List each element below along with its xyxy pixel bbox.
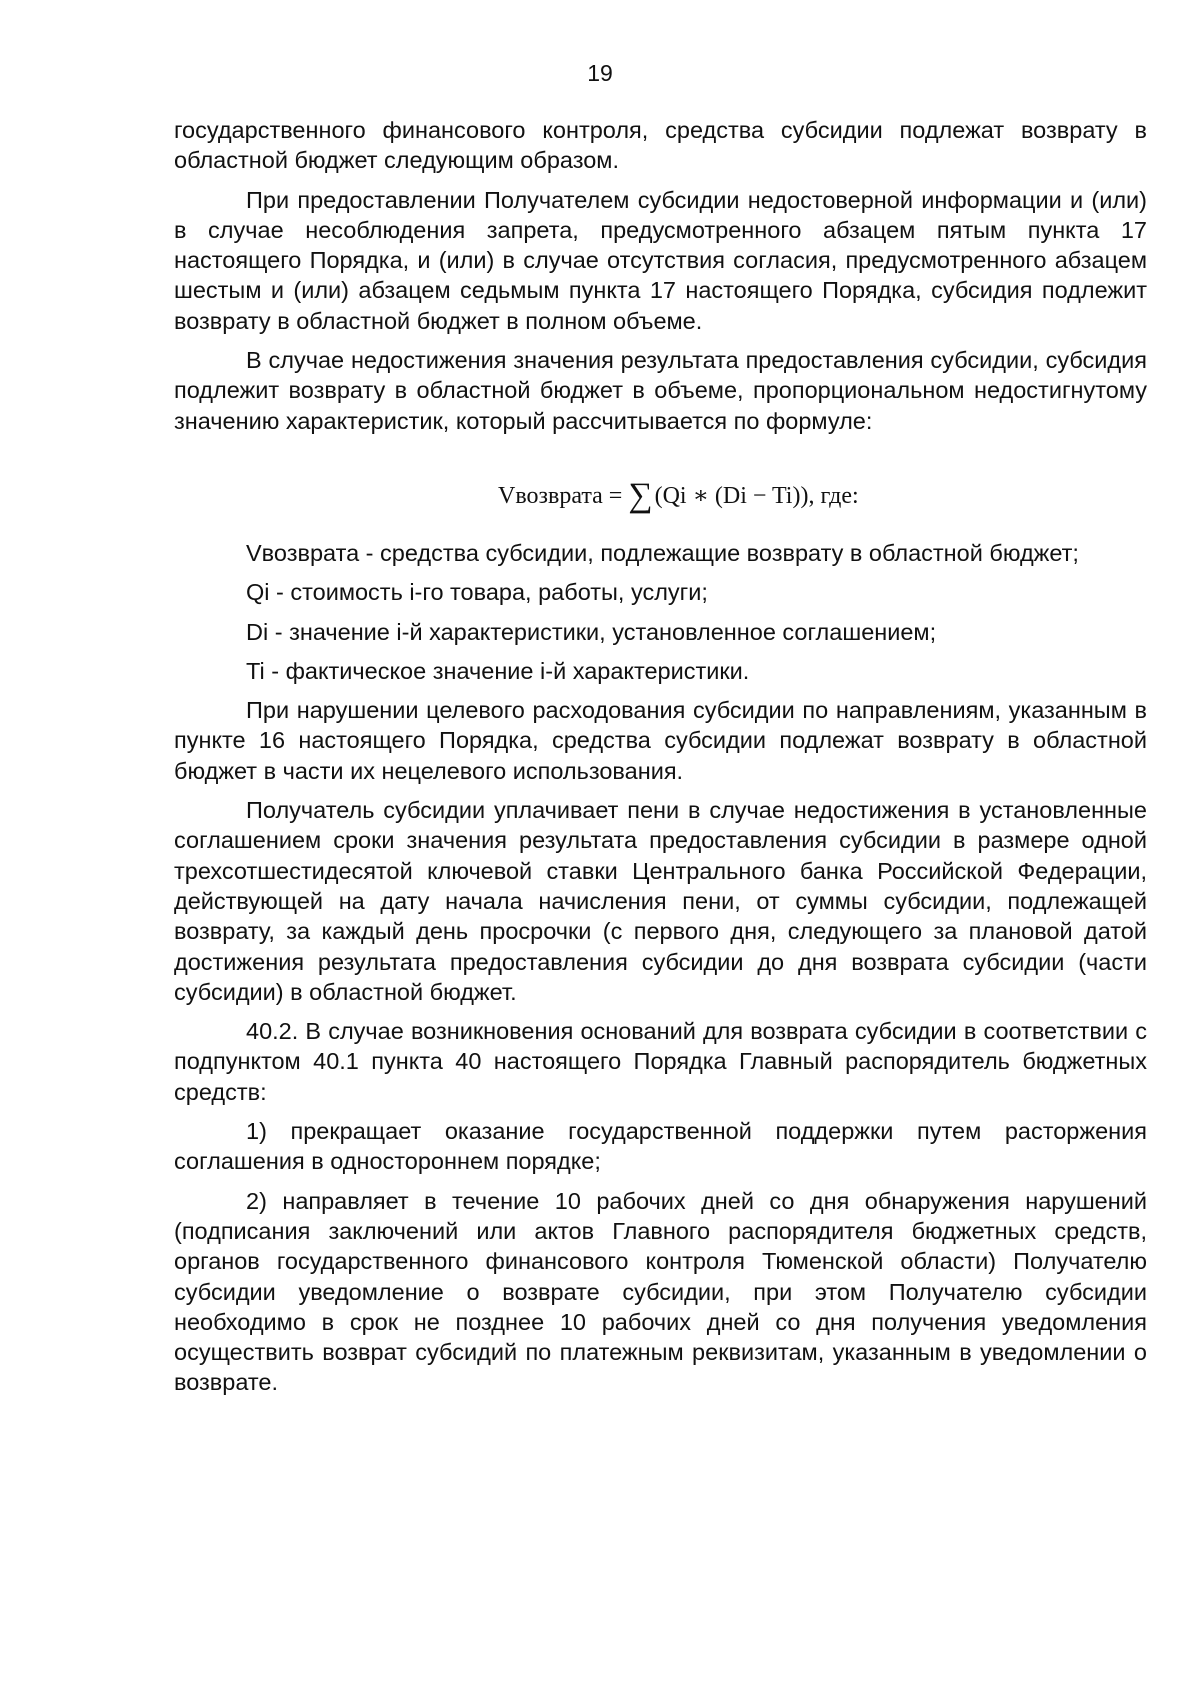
document-body [174,115,1147,1407]
definition-v: Vвозврата - средства субсидии, подлежащие возврату в областной бюджет; [246,539,1079,566]
formula-lhs: Vвозврата [498,482,603,509]
definition-d: Di - значение i-й характеристики, установленное соглашением; [246,618,937,645]
formula-equals: = [602,482,629,509]
page-number: 19 [587,60,613,86]
sum-sign: ∑ [628,476,653,514]
return-formula [174,476,1147,516]
paragraph-continuation: государственного финансового контроля, средства субсидии подлежат возврату в областной бюджет следующим образом. [174,117,1147,174]
paragraph-full-return: При предоставлении Получателем субсидии недостоверной информации и (или) в случае несоблюдения запрета, предусмотренного абзацем пятым пункта 17 настоящего Порядка, и (или) в случае отсутствия согласия, предусмотренного абзацем шестым и (или) абзацем седьмым пункта 17 настоящего Порядка, субсидия подлежит возврату в областной бюджет в полном объеме. [174,186,1147,334]
formula-suffix: где: [814,482,859,509]
definition-t: Ti - фактическое значение i-й характеристики. [246,657,750,684]
paragraph-misuse: При нарушении целевого расходования субсидии по направлениям, указанным в пункте 16 настоящего Порядка, средства субсидии подлежат возврату в областной бюджет в части их нецелевого использования. [174,697,1147,784]
paragraph-partial-return: В случае недостижения значения результата предоставления субсидии, субсидия подлежит возврату в областной бюджет в объеме, пропорциональном недостигнутому значению характеристик, который рассчитывается по формуле: [174,347,1147,434]
paragraph-clause-40-2: 40.2. В случае возникновения оснований для возврата субсидии в соответствии с подпунктом 40.1 пункта 40 настоящего Порядка Главный распорядитель бюджетных средств: [174,1018,1147,1105]
list-item-1: 1) прекращает оказание государственной поддержки путем расторжения соглашения в одностороннем порядке; [174,1118,1147,1175]
formula-expression: (Qi ∗ (Di − Ti)), [654,482,815,509]
list-item-2: 2) направляет в течение 10 рабочих дней со дня обнаружения нарушений (подписания заключений или актов Главного распорядителя бюджетных средств, органов государственного финансового контроля Тюменской области) Получателю субсидии уведомление о возврате субсидии, при этом Получателю субсидии необходимо в срок не позднее 10 рабочих дней со дня получения уведомления осуществить возврат субсидий по платежным реквизитам, указанным в уведомлении о возврате. [174,1187,1147,1396]
definition-q: Qi - стоимость i-го товара, работы, услуги; [246,579,708,606]
paragraph-penalty: Получатель субсидии уплачивает пени в случае недостижения в установленные соглашением сроки значения результата предоставления субсидии в размере одной трехсотшестидесятой ключевой ставки Центрального банка Российской Федерации, действующей на дату начала начисления пени, от суммы субсидии, подлежащей возврату, за каждый день просрочки (с первого дня, следующего за плановой датой достижения результата предоставления субсидии до дня возврата субсидии (части субсидии) в областной бюджет. [174,797,1147,1005]
